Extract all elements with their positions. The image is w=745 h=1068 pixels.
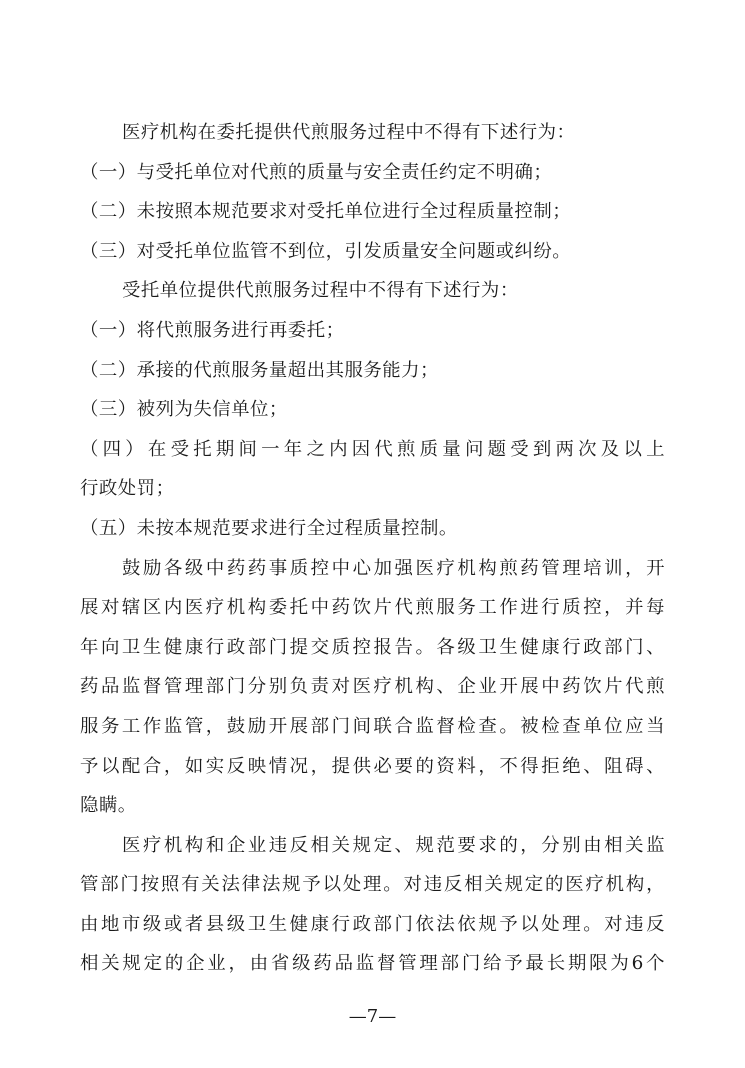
text-line: 管部门按照有关法律法规予以处理。对违反相关规定的医疗机构， — [80, 874, 665, 896]
page-number: —7— — [348, 1006, 397, 1027]
text-line: 医疗机构在委托提供代煎服务过程中不得有下述行为： — [122, 122, 576, 143]
text-line: （一）与受托单位对代煎的质量与安全责任约定不明确； — [80, 161, 553, 183]
text-line: 由地市级或者县级卫生健康行政部门依法依规予以处理。对违反 — [80, 913, 665, 935]
text-line: （二）承接的代煎服务量超出其服务能力； — [80, 359, 439, 381]
text-line: （三）被列为失信单位； — [80, 399, 288, 421]
text-line: 予以配合，如实反映情况，提供必要的资料，不得拒绝、阻碍、 — [80, 755, 665, 777]
text-line: （二）未按照本规范要求对受托单位进行全过程质量控制； — [80, 201, 572, 223]
text-line: 服务工作监管，鼓励开展部门间联合监督检查。被检查单位应当 — [80, 715, 665, 737]
text-line: 行政处罚； — [80, 478, 175, 500]
text-line: 医疗机构和企业违反相关规定、规范要求的，分别由相关监 — [122, 834, 665, 856]
text-line: 鼓励各级中药药事质控中心加强医疗机构煎药管理培训，开 — [122, 557, 665, 579]
text-line: 受托单位提供代煎服务过程中不得有下述行为： — [122, 280, 519, 302]
text-line: 相关规定的企业，由省级药品监督管理部门给予最长期限为6个 — [80, 953, 665, 975]
text-line: （五）未按本规范要求进行全过程质量控制。 — [80, 517, 458, 539]
text-line: （三）对受托单位监管不到位，引发质量安全问题或纠纷。 — [80, 240, 572, 262]
text-line: 展对辖区内医疗机构委托中药饮片代煎服务工作进行质控，并每 — [80, 597, 665, 619]
text-line: （一）将代煎服务进行再委托； — [80, 319, 345, 341]
body-text — [80, 113, 665, 984]
text-line: 隐瞒。 — [80, 795, 137, 817]
text-line: 药品监督管理部门分别负责对医疗机构、企业开展中药饮片代煎 — [80, 676, 665, 698]
text-line: 年向卫生健康行政部门提交质控报告。各级卫生健康行政部门、 — [80, 636, 665, 658]
text-line: （四）在受托期间一年之内因代煎质量问题受到两次及以上 — [80, 438, 665, 460]
